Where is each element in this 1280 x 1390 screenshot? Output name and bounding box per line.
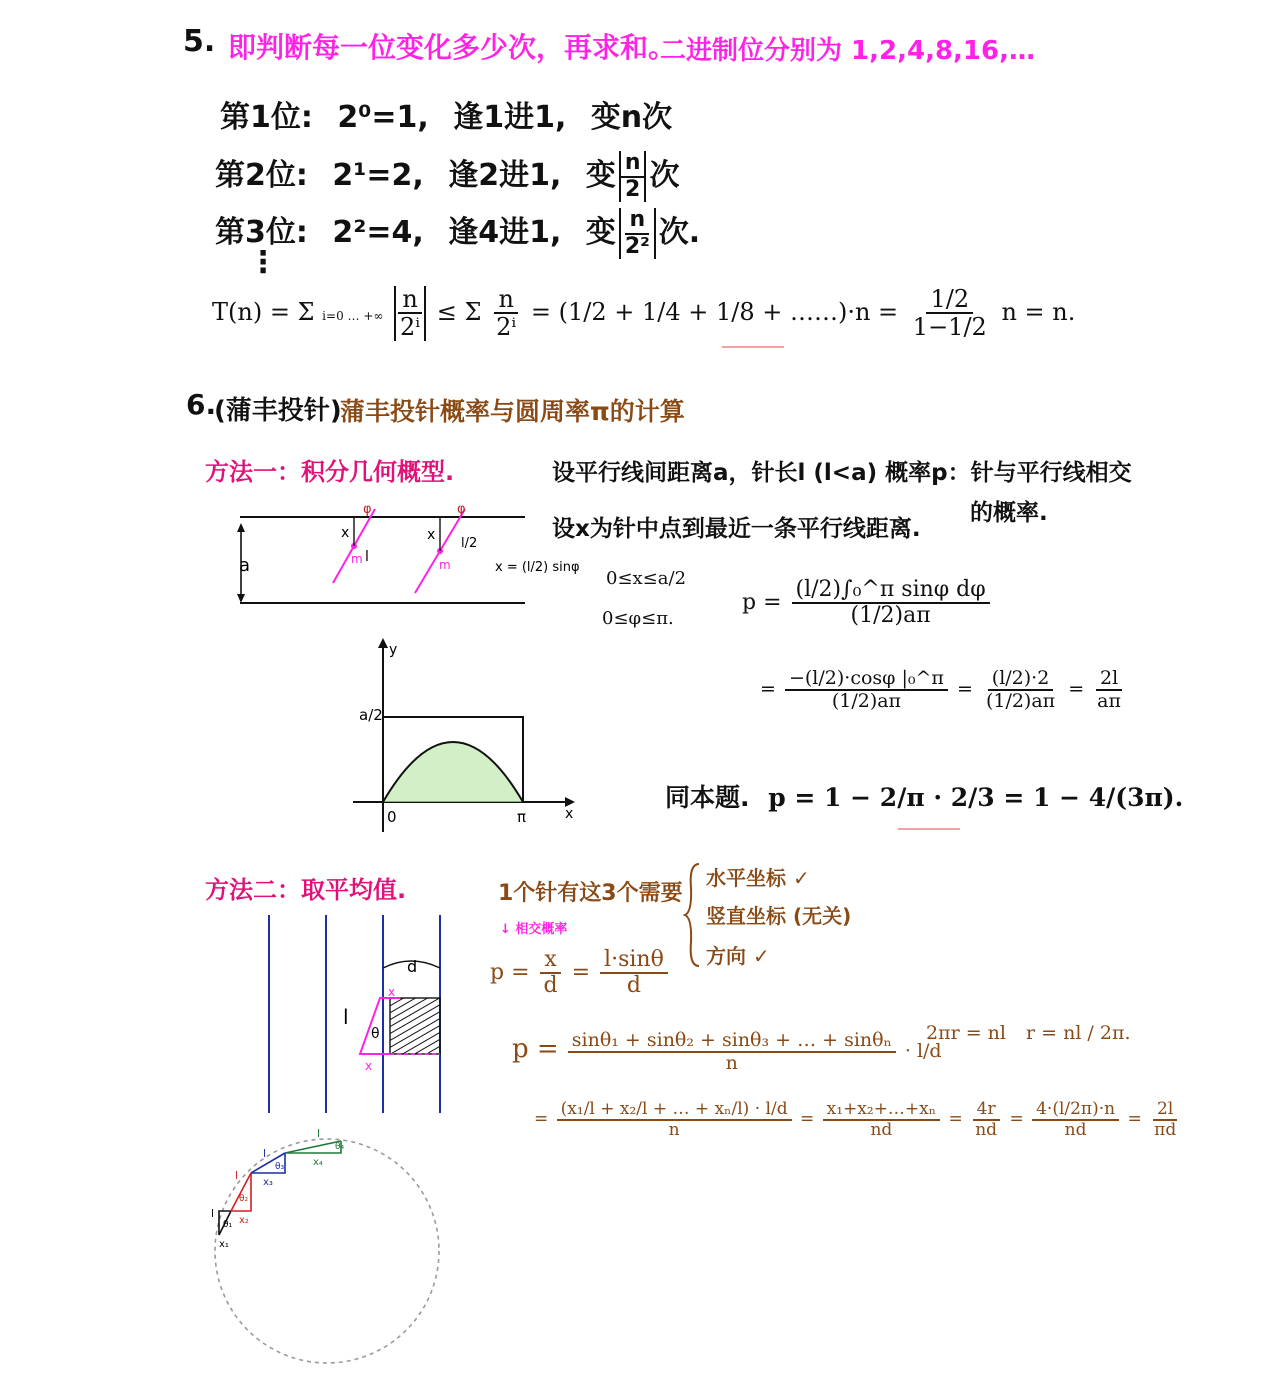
sine-graph: [345, 632, 585, 837]
bit2-rule: 逢2进1,: [448, 158, 562, 193]
bit3-change-pre: 变: [585, 215, 616, 250]
p-sum: = $\frac{\text{(x₁/l + x₂/l + … + xₙ/l) · l/d}}{n}$ = $\frac{\text{x₁+x₂+…+xₙ}}{nd}$ = $\frac{4r}{nd}$ = $\frac{4\cdot(l/2\pi)\cdot n}{nd}$ = $\frac{2l}{\pi d}$: [534, 1100, 1183, 1139]
bit2-floor-frac: $\frac{n}{2}$: [619, 151, 647, 201]
circle-eq: 2πr = nl: [926, 1022, 1006, 1044]
bit1-row: [220, 92, 672, 136]
dashed-circle: [215, 1139, 439, 1363]
svg-text:φ: φ: [363, 502, 372, 517]
p-average: p = $\frac{\text{sinθ₁ + sinθ₂ + sinθ₃ + … + sinθₙ}}{n}$ · l/d: [512, 1029, 942, 1074]
svg-text:m: m: [351, 552, 363, 566]
bit3-pow: 2²=4,: [332, 215, 424, 250]
p-simple-frac2: $\frac{l\cdot\sin\theta}{d}$: [600, 948, 668, 998]
method1-title: 方法一：积分几何概型.: [205, 458, 455, 486]
bit3-label: 第3位:: [215, 215, 308, 250]
svg-text:x: x: [341, 525, 350, 541]
p-integral: [742, 578, 993, 628]
p-avg-frac: $\frac{\text{sinθ₁ + sinθ₂ + sinθ₃ + … + sinθₙ}}{n}$: [568, 1030, 896, 1074]
svg-text:θ₂: θ₂: [239, 1194, 249, 1204]
p-sum-frac: $\frac{\text{(x₁/l + x₂/l + … + xₙ/l) · l/d}}{n}$: [557, 1100, 792, 1139]
problem5-binary-note: 二进制位分别为 1,2,4,8,16,…: [660, 36, 1035, 66]
bit2-pow: 2¹=2,: [332, 158, 424, 193]
bit3-rule: 逢4进1,: [448, 215, 562, 250]
sum-term-floor: $\frac{n}{\text{2ⁱ}}$: [394, 286, 426, 341]
problem5-intro: 即判断每一位变化多少次，再求和。: [228, 31, 677, 64]
sum-expand: = (1/2 + 1/4 + 1/8 + ……)·n =: [530, 297, 899, 326]
problem6-number: 6.: [186, 388, 217, 421]
brace: [683, 860, 703, 970]
step4-frac: $\frac{2l}{a\pi}$: [1097, 667, 1121, 712]
svg-text:π: π: [517, 808, 527, 826]
svg-text:l: l: [235, 1169, 239, 1182]
hatched-region: [390, 998, 440, 1054]
p-simple: p = $\frac{x}{d}$ = $\frac{l\cdot\sin\theta}{d}$: [490, 948, 671, 998]
sum-result: n = n.: [1001, 297, 1076, 326]
svg-text:x: x: [388, 985, 396, 999]
svg-text:y: y: [389, 642, 398, 658]
bit2-change-pre: 变: [585, 158, 616, 193]
result-underline: [722, 346, 784, 348]
bit1-pow: 2⁰=1,: [337, 100, 429, 135]
svg-text:l: l: [365, 549, 369, 565]
sum-le: ≤ Σ: [436, 297, 482, 326]
svg-text:d: d: [407, 957, 418, 976]
svg-text:x: x: [565, 806, 574, 822]
p-sum2-frac: $\frac{\text{x₁+x₂+…+xₙ}}{nd}$: [823, 1100, 940, 1139]
problem6-title-paren: (蒲丰投针): [214, 396, 342, 426]
svg-text:x: x: [365, 1059, 373, 1073]
bit2-label: 第2位:: [215, 158, 308, 193]
p-lhs: p =: [742, 590, 782, 616]
same-eq: p = 1 − 2/π · 2/3 = 1 − 4/(3π).: [768, 783, 1184, 812]
p-sum4-frac: $\frac{4\cdot(l/2\pi)\cdot n}{nd}$: [1032, 1100, 1119, 1139]
svg-text:θ: θ: [371, 1026, 380, 1042]
svg-text:l/2: l/2: [461, 536, 478, 551]
brace-item-1: 水平坐标 ✓: [706, 866, 810, 890]
same-problem: 同本题. p = 1 − 2/π · 2/3 = 1 − 4/(3π).: [665, 783, 1184, 812]
setup2: 设x为针中点到最近一条平行线距离.: [552, 516, 921, 542]
sum-lhs: T(n) = Σ: [212, 297, 315, 326]
bit1-label: 第1位:: [220, 100, 313, 135]
svg-text:x: x: [427, 527, 436, 543]
fig1-a-label: a: [239, 555, 251, 576]
needle-circle-figure: [205, 1125, 450, 1370]
bit1-change: 变n次: [590, 100, 673, 135]
sum-term2: $\frac{n}{\text{2ⁱ}}$: [496, 285, 517, 342]
brace-item-2: 竖直坐标 (无关): [706, 904, 852, 928]
p-simple-frac1: $\frac{x}{d}$: [540, 948, 562, 998]
svg-text:φ: φ: [457, 502, 466, 517]
p-integral-frac: $\frac{\text{(l/2)∫₀\textasciicircum{}π sinφ dφ}}{(1/2)a\pi}$: [792, 578, 990, 628]
svg-text:l: l: [317, 1127, 321, 1140]
problem6-title: 蒲丰投针概率与圆周率π的计算: [340, 397, 685, 426]
svg-text:m: m: [439, 558, 451, 572]
sum-formula: [212, 286, 1075, 341]
range-phi: 0≤φ≤π.: [602, 608, 674, 629]
step3-frac: $\frac{(l/2)\cdot 2}{(1/2)a\pi}$: [985, 667, 1056, 712]
p-sum3-frac: $\frac{4r}{nd}$: [971, 1100, 1001, 1139]
svg-text:x₁: x₁: [219, 1239, 229, 1250]
sum-geom-frac: $\frac{1/2}{1-1/2}$: [912, 285, 987, 342]
svg-text:θ₁: θ₁: [223, 1220, 233, 1230]
setup1: 设平行线间距离a，针长l (l<a) 概率p：针与平行线相交: [552, 460, 1132, 486]
bit3-floor-frac: $\frac{n}{\text{2²}}$: [619, 208, 656, 258]
p-steps: = $\frac{\text{−(l/2)·cosφ |₀\textasciicircum{}π}}{(1/2)a\pi}$ = $\frac{(l/2)\cdot 2}{(1/2)a\pi}$ = $\frac{2l}{a\pi}$: [760, 668, 1128, 712]
svg-text:l: l: [211, 1207, 215, 1220]
bit3-change-post: 次.: [658, 215, 701, 250]
arrow-note: ↓ 相交概率: [500, 922, 568, 937]
svg-text:x = (l/2) sinφ: x = (l/2) sinφ: [495, 560, 580, 575]
bit1-rule: 逢1进1,: [453, 100, 567, 135]
svg-text:a/2: a/2: [359, 706, 383, 724]
svg-text:l: l: [263, 1147, 267, 1160]
svg-text:θ₄: θ₄: [335, 1142, 345, 1152]
svg-text:x₂: x₂: [239, 1215, 249, 1226]
bit3-row: [215, 207, 700, 259]
r-eq: r = nl / 2π.: [1026, 1022, 1131, 1044]
p-sum5-frac: $\frac{2l}{\pi d}$: [1154, 1099, 1177, 1140]
brace-item-3: 方向 ✓: [706, 944, 770, 968]
same-underline: [898, 828, 960, 830]
problem5-number: 5.: [183, 24, 216, 59]
step2-frac: $\frac{\text{−(l/2)·cosφ |₀\textasciicircum{}π}}{(1/2)a\pi}$: [785, 668, 948, 712]
sum-range: i=0 … +∞: [322, 308, 384, 323]
vdots: ⋮: [248, 245, 278, 280]
svg-text:0: 0: [387, 808, 397, 826]
method2-title: 方法二：取平均值.: [205, 876, 407, 904]
p-avg-mul: · l/d: [904, 1039, 942, 1062]
svg-text:x₄: x₄: [313, 1157, 323, 1168]
svg-text:θ₃: θ₃: [275, 1162, 285, 1172]
setup1b: 的概率.: [970, 500, 1048, 526]
bit2-row: [215, 150, 679, 202]
svg-text:l: l: [343, 1005, 349, 1029]
needle-figure-1: [225, 495, 585, 615]
range-x: 0≤x≤a/2: [606, 568, 687, 589]
needle-figure-2: [255, 910, 455, 1115]
decompose: 1个针有这3个需要: [498, 881, 683, 906]
bit2-change-post: 次: [649, 158, 680, 193]
svg-text:x₃: x₃: [263, 1177, 273, 1188]
